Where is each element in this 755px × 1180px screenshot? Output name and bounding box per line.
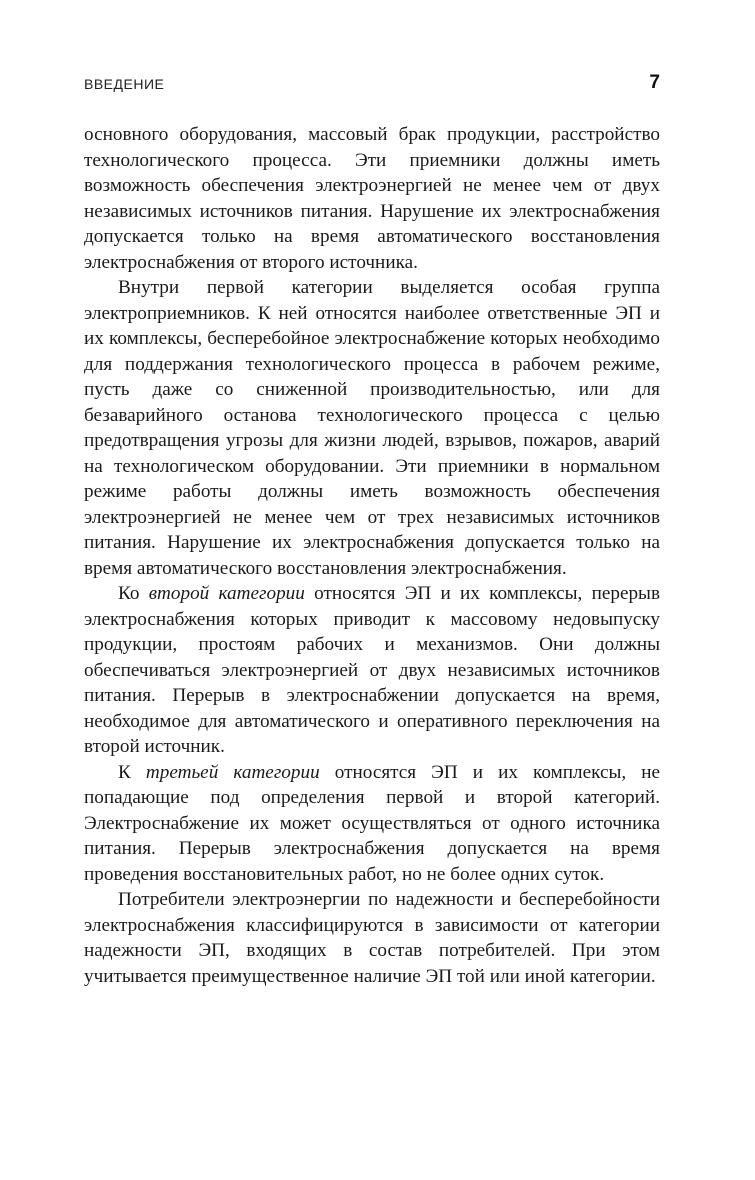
paragraph-consumers bbox=[84, 887, 660, 989]
page-header bbox=[84, 72, 660, 100]
paragraph-text: Потребители электроэнергии по надежности и бесперебойности электроснабжения классифицируются в зависимости от категории надежности ЭП, входящих в состав потребителей. При этом учитывается преимущественное наличие ЭП той или иной категории. bbox=[84, 889, 660, 987]
running-head: ВВЕДЕНИЕ bbox=[84, 76, 165, 92]
emphasis-term: второй категории bbox=[148, 583, 305, 604]
paragraph-special-group bbox=[84, 275, 660, 581]
paragraph-second-category bbox=[84, 581, 660, 760]
paragraph-third-category bbox=[84, 760, 660, 888]
paragraph-text: основного оборудования, массовый брак продукции, расстройство технологического процесса. Эти приемники должны иметь возможность обеспечения электроэнергией не менее чем от двух независимых источников питания. Нарушение их электроснабжения допускается только на время автоматического восстановления электроснабжения от второго источника. bbox=[84, 124, 660, 273]
paragraph-text-rest: относятся ЭП и их комплексы, перерыв электроснабжения которых приводит к массовому недовыпуску продукции, простоям рабочих и механизмов. Они должны обеспечиваться электроэнергией от двух независимых источников питания. Перерыв в электроснабжении допускается на время, необходимое для автоматического и оперативного переключения на второй источник. bbox=[84, 583, 661, 757]
page-number: 7 bbox=[649, 72, 660, 93]
paragraph-text: Внутри первой категории выделяется особая группа электроприемников. К ней относятся наиболее ответственные ЭП и их комплексы, бесперебойное электроснабжение которых необходимо для поддержания технологического процесса в рабочем режиме, пусть даже со сниженной производительностью, или для безаварийного останова технологического процесса с целью предотвращения угрозы для жизни людей, взрывов, пожаров, аварий на технологическом оборудовании. Эти приемники в нормальном режиме работы должны иметь возможность обеспечения электроэнергией не менее чем от трех независимых источников питания. Нарушение их электроснабжения допускается только на время автоматического восстановления электроснабжения. bbox=[84, 277, 660, 579]
paragraph-text-lead: Ко bbox=[118, 583, 149, 604]
paragraph-text-rest: относятся ЭП и их комплексы, не попадающие под определения первой и второй категорий. Электроснабжение их может осуществляться от одного источника питания. Перерыв электроснабжения допускается на время проведения восстановительных работ, но не более одних суток. bbox=[84, 761, 660, 885]
paragraph-continuation bbox=[84, 122, 660, 275]
body-text bbox=[84, 122, 660, 989]
emphasis-term: третьей категории bbox=[145, 761, 320, 783]
paragraph-text-lead: К bbox=[118, 761, 146, 783]
